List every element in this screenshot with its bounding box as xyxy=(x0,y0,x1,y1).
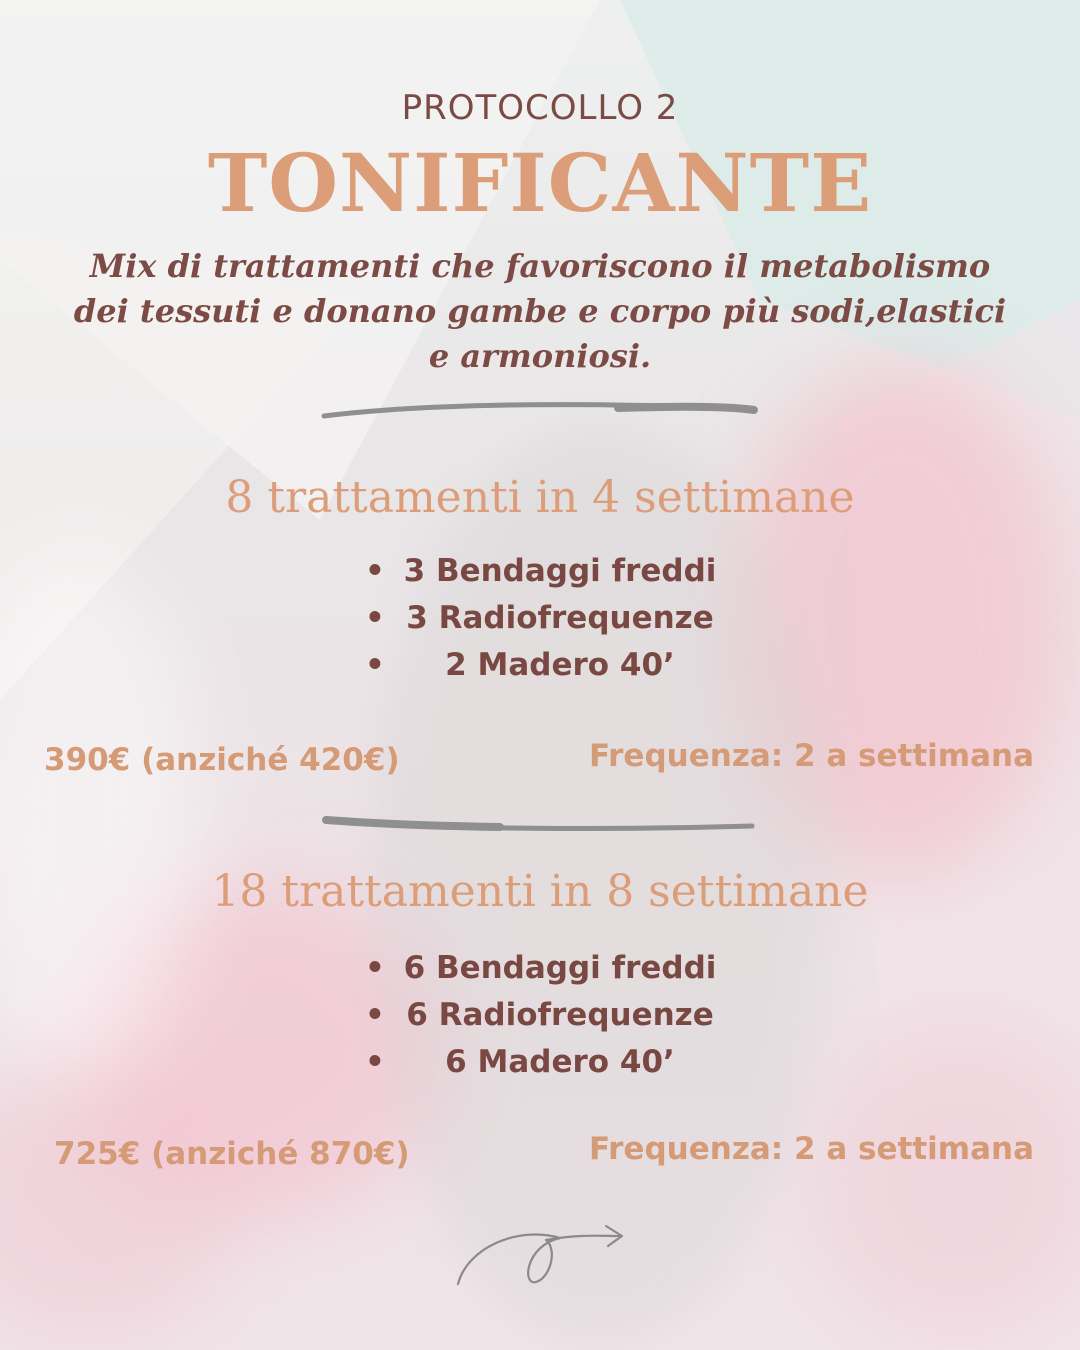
curly-arrow-right-icon[interactable] xyxy=(450,1216,630,1296)
bullet-dot-icon: • xyxy=(365,997,385,1033)
frequency-label: Frequenza: 2 a settimana xyxy=(588,738,1034,774)
list-item: • 6 Radiofrequenze xyxy=(350,992,770,1039)
list-item: • 6 Bendaggi freddi xyxy=(350,945,770,992)
brush-stroke-divider xyxy=(320,806,760,836)
protocol-label: PROTOCOLLO 2 xyxy=(401,88,679,128)
brush-stroke-divider xyxy=(318,396,762,426)
intro-text: Mix di trattamenti che favoriscono il metabolismo dei tessuti e donano gambe e corpo più sodi,elastici e armoniosi. xyxy=(73,247,1007,375)
bullet-dot-icon: • xyxy=(365,647,385,683)
list-item: • 2 Madero 40’ xyxy=(350,642,770,689)
list-item: • 6 Madero 40’ xyxy=(350,1039,770,1086)
price-label: 390€ (anziché 420€) xyxy=(44,742,400,778)
bullet-dot-icon: • xyxy=(365,600,385,636)
package-heading: 18 trattamenti in 8 settimane xyxy=(211,866,869,917)
frequency-label: Frequenza: 2 a settimana xyxy=(588,1131,1034,1167)
package-heading: 8 trattamenti in 4 settimane xyxy=(225,472,855,523)
page-title: TONIFICANTE xyxy=(207,136,873,230)
bullet-dot-icon: • xyxy=(365,1044,385,1080)
price-label: 725€ (anziché 870€) xyxy=(54,1136,410,1172)
list-item: • 3 Radiofrequenze xyxy=(350,595,770,642)
bullet-dot-icon: • xyxy=(365,950,385,986)
treatment-list xyxy=(350,945,770,1086)
list-item: • 3 Bendaggi freddi xyxy=(350,548,770,595)
bullet-dot-icon: • xyxy=(365,553,385,589)
treatment-list xyxy=(350,548,770,689)
